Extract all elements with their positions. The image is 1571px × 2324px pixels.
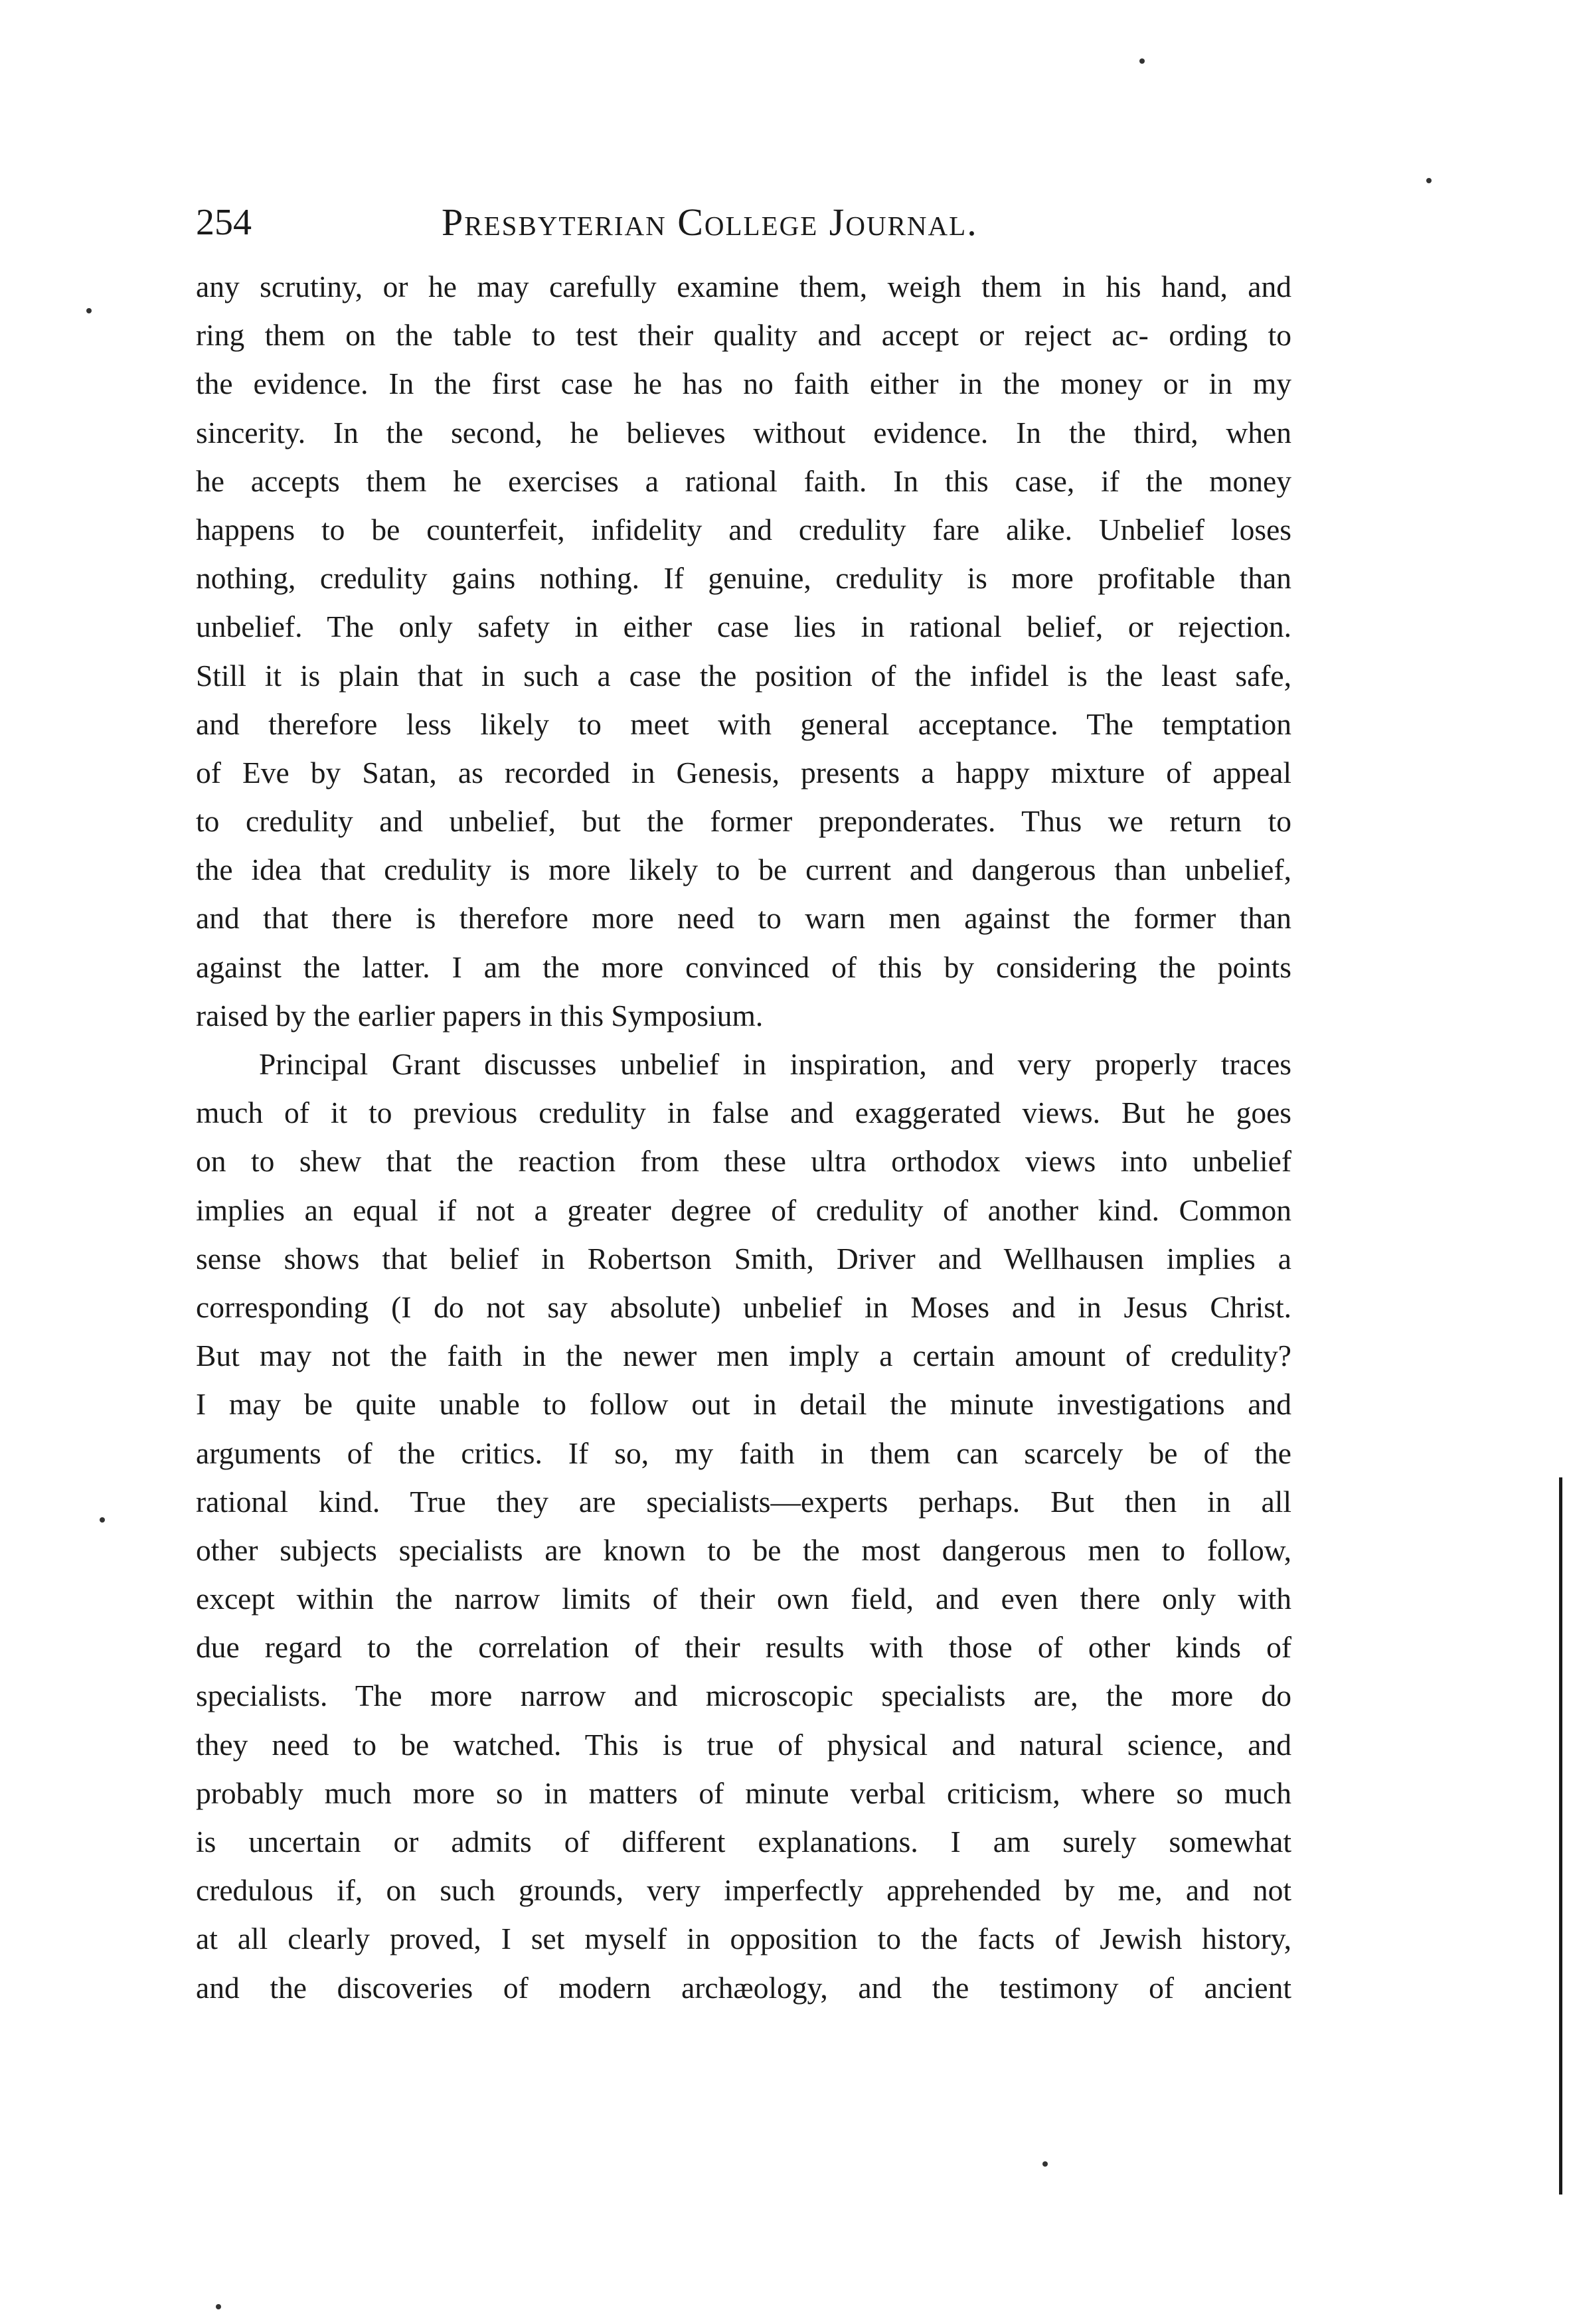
scan-speck [1042, 2161, 1048, 2167]
text-line: and the discoveries of modern archæology, and the testimony of ancient [196, 1970, 1291, 2005]
text-line: due regard to the correlation of their results with those of other kinds of [196, 1630, 1291, 1665]
text-line: and that there is therefore more need to warn men against the former than [196, 901, 1291, 936]
text-line: is uncertain or admits of different explanations. I am surely somewhat [196, 1825, 1291, 1859]
text-line: unbelief. The only safety in either case lies in rational belief, or rejection. [196, 610, 1291, 644]
text-line: probably much more so in matters of minute verbal criticism, where so much [196, 1776, 1291, 1810]
paragraph [196, 262, 1291, 1040]
paragraph [196, 1040, 1291, 2012]
running-head [196, 193, 1291, 252]
text-line: other subjects specialists are known to be the most dangerous men to follow, [196, 1533, 1291, 1567]
scan-speck [1139, 58, 1145, 64]
text-line: to credulity and unbelief, but the former preponderates. Thus we return to [196, 804, 1291, 839]
text-line: much of it to previous credulity in false and exaggerated views. But he goes [196, 1096, 1291, 1130]
text-line: credulous if, on such grounds, very imperfectly apprehended by me, and not [196, 1873, 1291, 1908]
text-line: ring them on the table to test their quality and accept or reject ac- ording to [196, 318, 1291, 353]
text-line: against the latter. I am the more convinced of this by considering the points [196, 950, 1291, 984]
page-edge-shadow [1559, 1477, 1562, 2195]
text-line: Still it is plain that in such a case the position of the infidel is the least safe, [196, 658, 1291, 693]
text-line: happens to be counterfeit, infidelity and credulity fare alike. Unbelief loses [196, 512, 1291, 546]
text-line: the idea that credulity is more likely to be current and dangerous than unbelief, [196, 853, 1291, 887]
scan-speck [100, 1517, 105, 1523]
text-line: the evidence. In the first case he has no faith either in the money or in my [196, 367, 1291, 401]
scan-speck [1426, 178, 1432, 183]
text-line: corresponding (I do not say absolute) unbelief in Moses and in Jesus Christ. [196, 1289, 1291, 1324]
text-line: of Eve by Satan, as recorded in Genesis, presents a happy mixture of appeal [196, 755, 1291, 789]
text-line: I may be quite unable to follow out in detail the minute investigations and [196, 1387, 1291, 1422]
text-line: on to shew that the reaction from these ultra orthodox views into unbelief [196, 1144, 1291, 1179]
scan-speck [216, 2304, 221, 2309]
text-line: any scrutiny, or he may carefully examine them, weigh them in his hand, and [196, 270, 1291, 303]
journal-title: Presbyterian College Journal. [442, 201, 978, 244]
text-line: sense shows that belief in Robertson Smith, Driver and Wellhausen implies a [196, 1241, 1291, 1276]
body-text [196, 262, 1291, 2012]
text-line: Principal Grant discusses unbelief in inspiration, and very properly traces [259, 1047, 1291, 1081]
text-line: and therefore less likely to meet with general acceptance. The temptation [196, 706, 1291, 741]
text-line: implies an equal if not a greater degree of credulity of another kind. Common [196, 1193, 1291, 1227]
text-line: specialists. The more narrow and microscopic specialists are, the more do [196, 1679, 1291, 1713]
page-number: 254 [196, 202, 252, 243]
text-line: at all clearly proved, I set myself in opposition to the facts of Jewish history, [196, 1922, 1291, 1956]
text-line: nothing, credulity gains nothing. If genuine, credulity is more profitable than [196, 561, 1291, 596]
scan-speck [86, 308, 92, 313]
text-line: they need to be watched. This is true of physical and natural science, and [196, 1727, 1291, 1762]
text-line: sincerity. In the second, he believes without evidence. In the third, when [196, 415, 1291, 450]
text-line: But may not the faith in the newer men imply a certain amount of credulity? [196, 1339, 1291, 1373]
text-line: rational kind. True they are specialists—experts perhaps. But then in all [196, 1484, 1291, 1519]
text-line: arguments of the critics. If so, my faith in them can scarcely be of the [196, 1436, 1291, 1470]
text-line: raised by the earlier papers in this Symposium. [196, 998, 764, 1033]
text-line: except within the narrow limits of their own field, and even there only with [196, 1582, 1291, 1616]
text-line: he accepts them he exercises a rational faith. In this case, if the money [196, 463, 1291, 498]
